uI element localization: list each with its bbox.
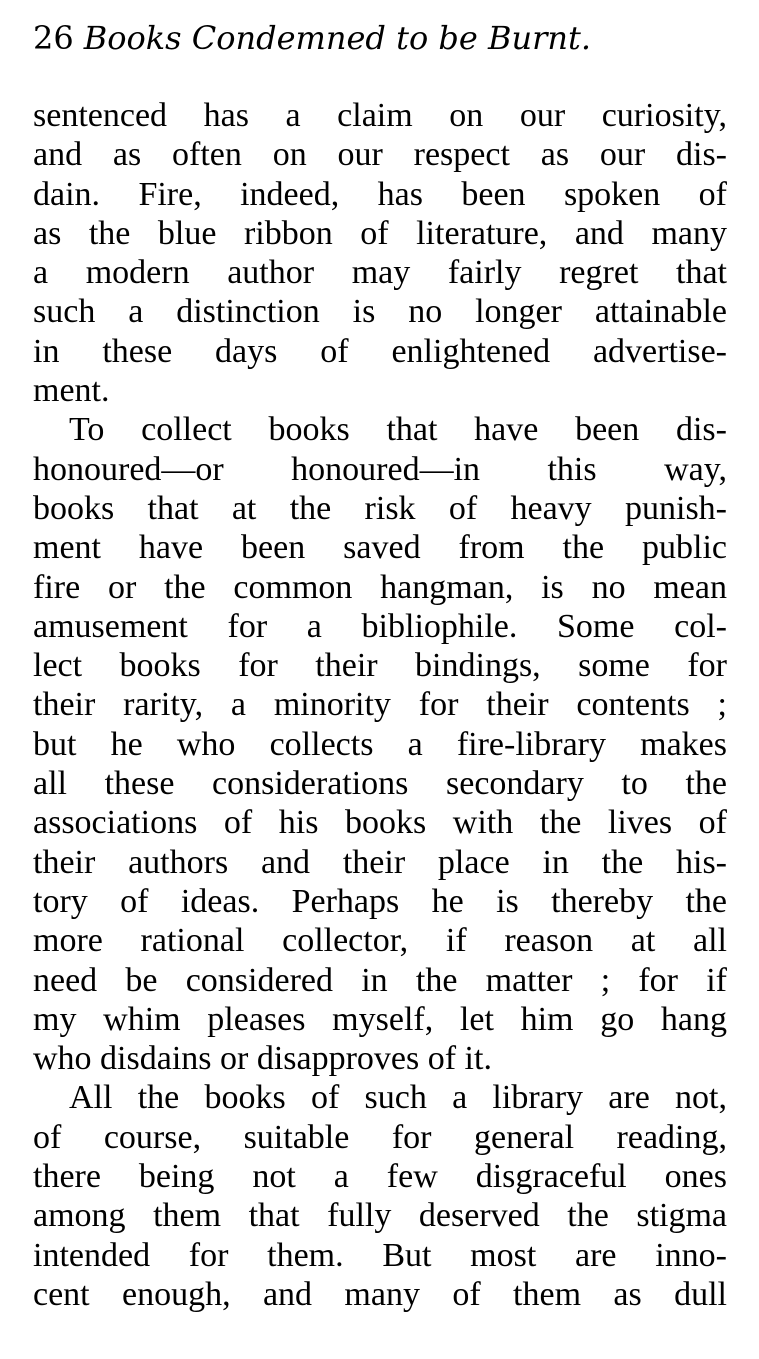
text-line: ment have been saved from the public xyxy=(33,529,727,567)
text-line: need be considered in the matter ; for if xyxy=(33,961,727,999)
text-line: who disdains or disapproves of it. xyxy=(33,1040,492,1078)
text-line: their rarity, a minority for their contents ; xyxy=(33,686,727,724)
text-line: cent enough, and many of them as dull xyxy=(33,1275,727,1313)
running-title: Books Condemned to be Burnt. xyxy=(83,19,592,57)
text-line: ment. xyxy=(33,372,110,410)
text-line: more rational collector, if reason at all xyxy=(33,922,727,960)
text-line: amusement for a bibliophile. Some col- xyxy=(33,607,727,645)
text-line: and as often on our respect as our dis- xyxy=(33,136,727,174)
running-head xyxy=(33,12,591,64)
text-line: as the blue ribbon of literature, and many xyxy=(33,214,727,252)
text-line: tory of ideas. Perhaps he is thereby the xyxy=(33,882,727,920)
text-line: of course, suitable for general reading, xyxy=(33,1118,727,1156)
text-line: lect books for their bindings, some for xyxy=(33,647,727,685)
text-line: there being not a few disgraceful ones xyxy=(33,1158,727,1196)
text-line: in these days of enlightened advertise- xyxy=(33,332,727,370)
text-line: dain. Fire, indeed, has been spoken of xyxy=(33,175,727,213)
text-line: a modern author may fairly regret that xyxy=(33,254,727,292)
paragraph-start-line: All the books of such a library are not, xyxy=(69,1079,727,1117)
paragraph-start-line: To collect books that have been dis- xyxy=(69,411,727,449)
text-line: intended for them. But most are inno- xyxy=(33,1236,727,1274)
text-line: their authors and their place in the his- xyxy=(33,843,727,881)
text-line: honoured—or honoured—in this way, xyxy=(33,450,727,488)
text-line: all these considerations secondary to the xyxy=(33,765,727,803)
text-line: associations of his books with the lives of xyxy=(33,804,727,842)
text-line: among them that fully deserved the stigma xyxy=(33,1197,727,1235)
text-line: books that at the risk of heavy punish- xyxy=(33,489,727,527)
body-text xyxy=(33,96,727,1314)
text-line: fire or the common hangman, is no mean xyxy=(33,568,727,606)
text-line: my whim pleases myself, let him go hang xyxy=(33,1000,727,1038)
page-number: 26 xyxy=(33,19,74,57)
text-line: but he who collects a fire-library makes xyxy=(33,725,727,763)
text-line: such a distinction is no longer attainable xyxy=(33,293,727,331)
text-line: sentenced has a claim on our curiosity, xyxy=(33,97,727,134)
